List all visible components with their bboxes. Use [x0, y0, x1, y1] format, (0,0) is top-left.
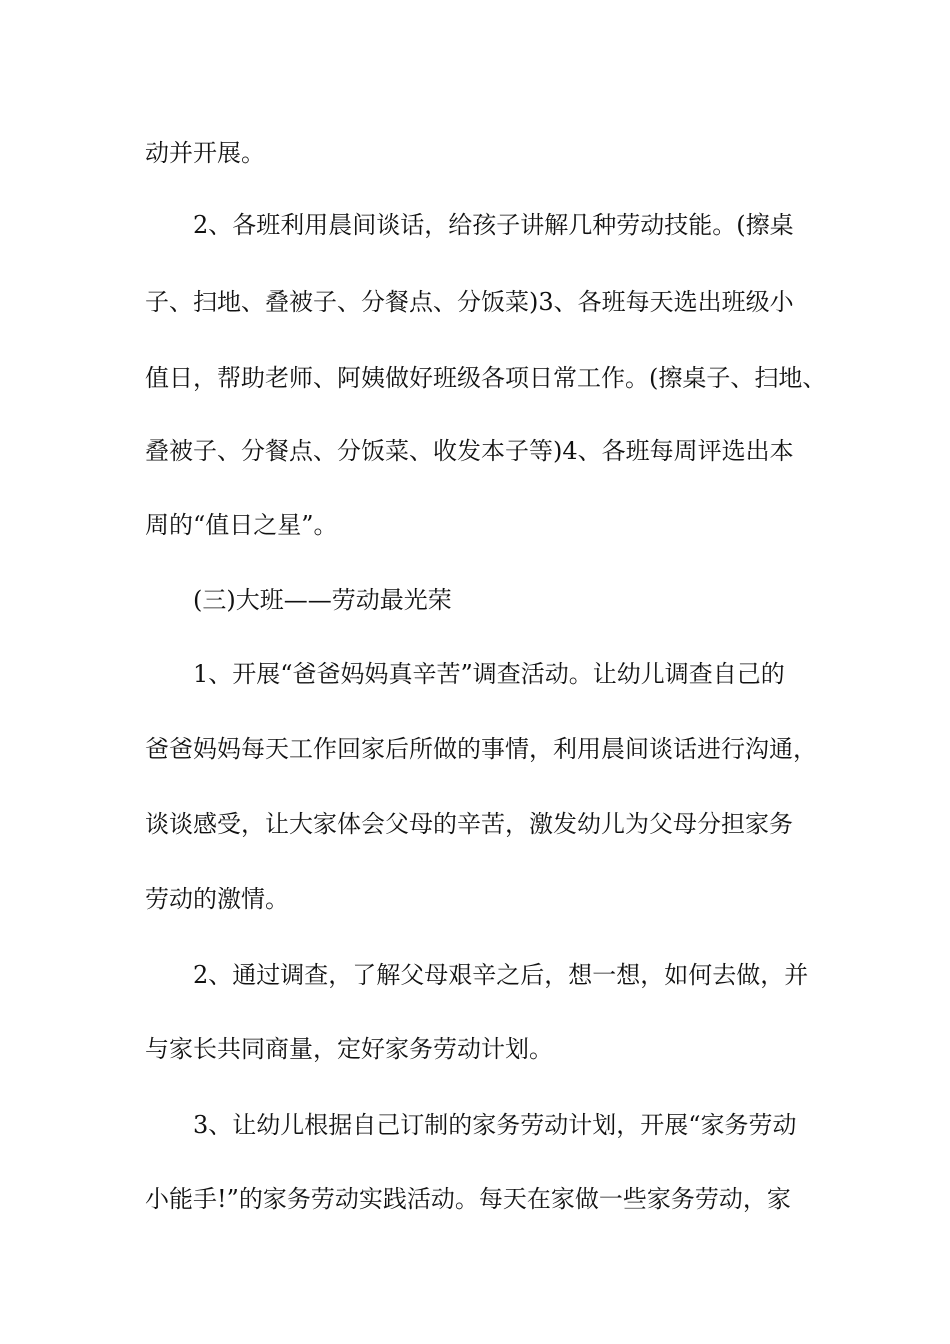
section-heading: (三)大班——劳动最光荣 — [193, 586, 452, 614]
text-line: 谈谈感受，让大家体会父母的辛苦，激发幼儿为父母分担家务 — [145, 810, 793, 838]
text-line: 与家长共同商量，定好家务劳动计划。 — [145, 1035, 553, 1063]
text-line: 子、扫地、叠被子、分餐点、分饭菜)3、各班每天选出班级小 — [145, 288, 794, 316]
text-line: 爸爸妈妈每天工作回家后所做的事情，利用晨间谈话进行沟通， — [145, 735, 817, 763]
text-line: 值日，帮助老师、阿姨做好班级各项日常工作。(擦桌子、扫地、 — [145, 364, 827, 392]
text-line: 小能手!”的家务劳动实践活动。每天在家做一些家务劳动，家 — [145, 1185, 791, 1213]
text-line: 劳动的激情。 — [145, 885, 289, 913]
text-line: 周的“值日之星”。 — [145, 511, 338, 539]
text-line: 2、通过调查，了解父母艰辛之后，想一想，如何去做，并 — [193, 961, 809, 989]
text-line: 1、开展“爸爸妈妈真辛苦”调查活动。让幼儿调查自己的 — [193, 660, 785, 688]
text-line: 叠被子、分餐点、分饭菜、收发本子等)4、各班每周评选出本 — [145, 437, 794, 465]
text-line: 动并开展。 — [145, 139, 265, 167]
text-line: 3、让幼儿根据自己订制的家务劳动计划，开展“家务劳动 — [193, 1111, 797, 1139]
text-line: 2、各班利用晨间谈话，给孩子讲解几种劳动技能。(擦桌 — [193, 211, 794, 239]
